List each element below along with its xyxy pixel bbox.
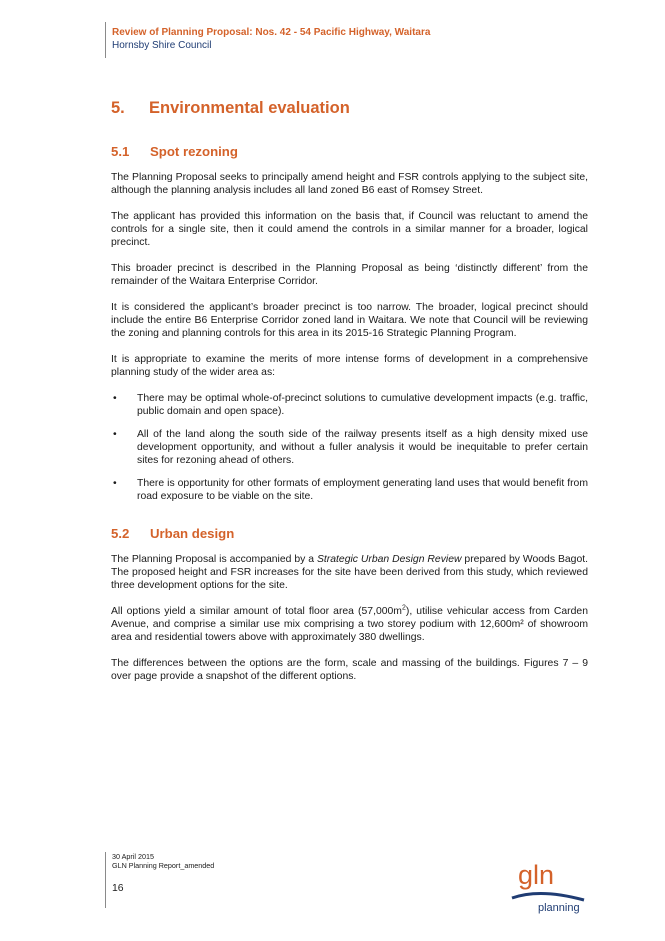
footer-date: 30 April 2015 [112, 852, 154, 861]
paragraph: The Planning Proposal seeks to principally amend height and FSR controls applying to the subject site, although the planning analysis includes all land zoned B6 east of Romsey Street. [111, 172, 588, 196]
footer-report: GLN Planning Report_amended [112, 861, 215, 870]
bullet-icon: • [113, 478, 117, 489]
subsection-heading-5-1 [111, 145, 588, 158]
gln-planning-logo [510, 858, 586, 914]
list-item: • There may be optimal whole-of-precinct solutions to cumulative development impacts (e.g. traffic, public domain and open space). [113, 393, 588, 417]
page-number: 16 [112, 883, 124, 894]
bullet-icon: • [113, 393, 117, 404]
bullet-list [111, 392, 588, 503]
section-heading [111, 99, 588, 117]
page-content [111, 99, 588, 696]
logo-swoosh [512, 893, 584, 900]
paragraph: All options yield a similar amount of total floor area $(57,000m^2)$, utilise vehicular access from Carden Avenue, and comprise a similar use mix comprising a two storey podium with 12,600m² of showroom area and residential towers above with approximately 380 dwellings. [111, 604, 588, 643]
paragraph: This broader precinct is described in the Planning Proposal as being ‘distinctly different’ from the remainder of the Waitara Enterprise Corridor. [111, 263, 588, 287]
list-item: • There is opportunity for other formats of employment generating land uses that would benefit from road exposure to be viable on the site. [113, 478, 588, 502]
subsection-heading-5-2 [111, 527, 588, 540]
subsection-title: Urban design [150, 526, 235, 541]
paragraph: The differences between the options are the form, scale and massing of the buildings. Figures 7 – 9 over page provide a snapshot of the different options. [111, 658, 588, 682]
paragraph: The applicant has provided this information on the basis that, if Council was reluctant to amend the controls for a single site, then it could amend the controls in a similar manner for a broader, logical precinct. [111, 211, 588, 248]
emphasis: Strategic Urban Design Review [316, 554, 462, 565]
header-title: Review of Planning Proposal: Nos. 42 - 54 Pacific Highway, Waitara [112, 27, 431, 38]
subsection-number: 5.2 [111, 526, 130, 541]
paragraph: It is appropriate to examine the merits of more intense forms of development in a comprehensive planning study of the wider area as: [111, 354, 588, 378]
paragraph: The Planning Proposal is accompanied by a Strategic Urban Design Review prepared by Woods Bagot. The proposed height and FSR increases for the site have been derived from this study, which reviewed three development options for the site. [111, 554, 588, 591]
header-subtitle: Hornsby Shire Council [112, 40, 212, 51]
logo-sub: planning [538, 902, 580, 914]
section-number: 5. [111, 99, 125, 117]
subsection-title: Spot rezoning [150, 144, 238, 159]
subsection-number: 5.1 [111, 144, 130, 159]
bullet-icon: • [113, 429, 117, 440]
running-header [105, 22, 430, 58]
section-title: Environmental evaluation [149, 99, 350, 117]
footer [105, 852, 214, 908]
list-item: • All of the land along the south side of the railway presents itself as a high density mixed use development opportunity, and without a fuller analysis it would be inequitable to prefer certain sites for rezoning ahead of others. [113, 429, 588, 466]
paragraph: It is considered the applicant’s broader precinct is too narrow. The broader, logical precinct should include the entire B6 Enterprise Corridor zoned land in Waitara. We note that Council will be reviewing the zoning and planning controls for this area in its 2015-16 Strategic Planning Program. [111, 302, 588, 339]
logo-word: gln [518, 860, 555, 890]
